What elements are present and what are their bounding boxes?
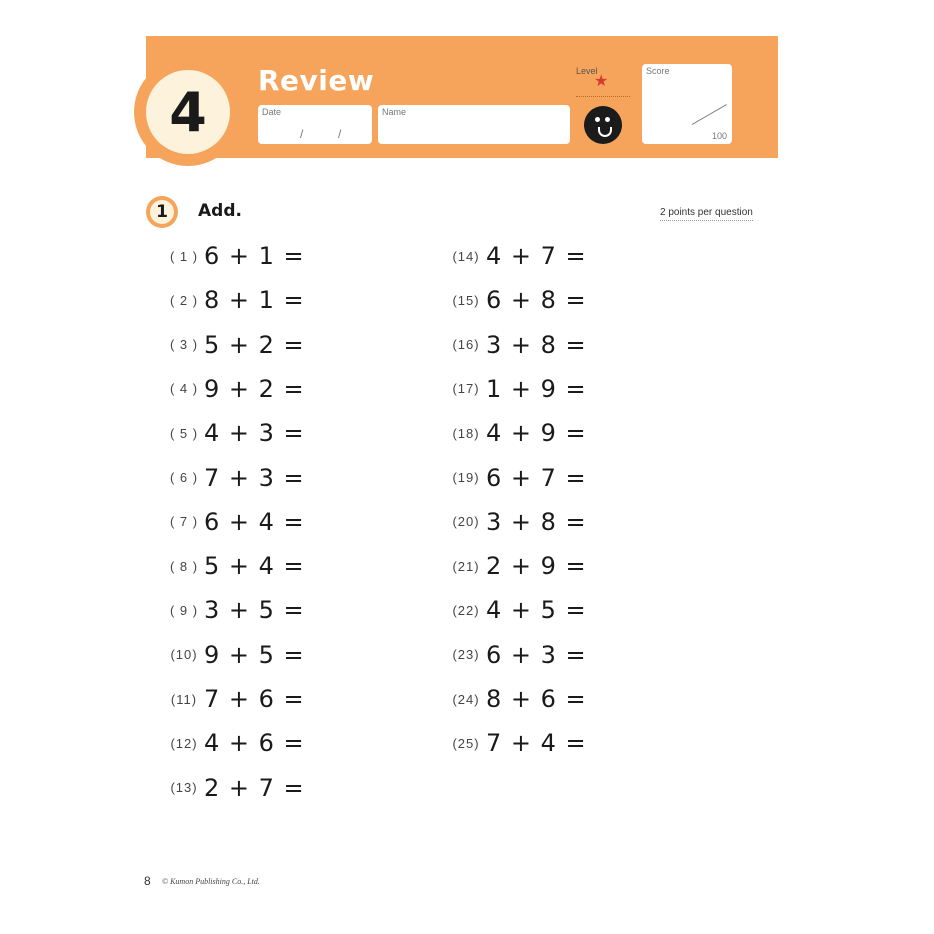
problem-number: (21): [452, 558, 480, 574]
problem-expression: 6 + 4 =: [204, 507, 305, 536]
problem-item: [164, 418, 305, 448]
date-separator: /: [338, 127, 342, 141]
problem-expression: 4 + 7 =: [486, 242, 587, 270]
date-separator: /: [300, 127, 304, 141]
problem-number: (18): [452, 425, 480, 441]
problem-expression: 9 + 2 =: [204, 374, 305, 403]
problem-number: (17): [452, 381, 480, 397]
problem-expression: 1 + 9 =: [486, 374, 587, 403]
problem-expression: 4 + 9 =: [486, 419, 587, 448]
problem-expression: 5 + 4 =: [204, 552, 305, 581]
problem-expression: 7 + 3 =: [204, 463, 305, 492]
problem-item: [446, 285, 587, 315]
problem-expression: 3 + 5 =: [204, 596, 305, 625]
section-number-badge: [146, 196, 178, 228]
problem-number: (24): [452, 691, 480, 707]
problem-number: (16): [452, 337, 480, 353]
problem-number: (10): [170, 647, 198, 663]
problem-number: ( 9 ): [169, 602, 199, 618]
problem-item: [164, 595, 305, 625]
problem-number: ( 6 ): [169, 470, 199, 485]
problem-item: [446, 374, 587, 404]
problem-expression: 2 + 9 =: [486, 552, 587, 581]
problem-number: ( 4 ): [169, 381, 199, 397]
points-note: 2 points per question: [660, 207, 753, 221]
problem-number: ( 3 ): [169, 337, 199, 353]
problem-expression: 7 + 4 =: [486, 729, 587, 758]
problem-number: (23): [452, 647, 480, 663]
problem-expression: 2 + 7 =: [204, 773, 305, 802]
problem-number: (14): [452, 248, 480, 264]
problem-expression: 4 + 6 =: [204, 729, 305, 758]
problem-expression: 8 + 1 =: [204, 286, 305, 315]
problem-number: (15): [452, 292, 480, 308]
problem-number: ( 1 ): [169, 248, 199, 264]
problem-item: [446, 241, 587, 271]
problem-item: [446, 551, 587, 581]
problem-item: [446, 418, 587, 448]
level-divider: [576, 96, 630, 97]
problem-number: ( 5 ): [169, 425, 199, 441]
problem-expression: 6 + 7 =: [486, 463, 587, 492]
problem-expression: 9 + 5 =: [204, 640, 305, 669]
page-number: 8: [144, 874, 151, 888]
problem-item: [164, 507, 305, 537]
score-max: 100: [712, 131, 728, 141]
problem-item: [164, 285, 305, 315]
problem-number: ( 7 ): [169, 514, 199, 530]
problem-item: [164, 330, 305, 360]
problem-expression: 3 + 8 =: [486, 507, 587, 536]
problem-number: (22): [452, 602, 480, 618]
unit-number: 4: [146, 70, 230, 154]
date-field[interactable]: [258, 105, 372, 144]
problem-item: [164, 374, 305, 404]
problem-item: [164, 551, 305, 581]
section-instruction: Add.: [198, 201, 242, 221]
problem-number: (25): [452, 735, 480, 751]
score-label: Score: [646, 66, 670, 76]
problem-item: [446, 330, 587, 360]
problem-item: [164, 241, 305, 271]
problem-number: (20): [452, 514, 480, 530]
star-icon: ★: [594, 73, 609, 90]
problem-item: [164, 684, 305, 714]
problem-item: [446, 728, 587, 758]
problem-item: [164, 640, 305, 670]
problem-number: (11): [170, 691, 198, 707]
problem-expression: 6 + 1 =: [204, 242, 305, 270]
problem-number: ( 2 ): [169, 292, 199, 308]
problem-item: [446, 507, 587, 537]
problem-item: [446, 463, 587, 493]
problem-expression: 4 + 3 =: [204, 419, 305, 448]
problem-expression: 7 + 6 =: [204, 685, 305, 713]
date-label: Date: [262, 107, 282, 117]
problem-item: [164, 463, 305, 493]
mascot-icon: [584, 106, 622, 144]
problem-number: (13): [170, 780, 198, 796]
page-title: Review: [258, 64, 375, 97]
problem-expression: 4 + 5 =: [486, 596, 587, 625]
problem-expression: 6 + 8 =: [486, 286, 587, 315]
problem-number: (12): [170, 735, 198, 751]
problem-item: [164, 728, 305, 758]
problem-number: (19): [452, 470, 480, 485]
name-field[interactable]: [378, 105, 570, 144]
section-number: 1: [150, 200, 174, 224]
problem-number: ( 8 ): [169, 558, 199, 574]
problem-item: [446, 640, 587, 670]
name-label: Name: [382, 107, 407, 117]
problem-expression: 6 + 3 =: [486, 640, 587, 669]
level-label: Level: [576, 66, 598, 76]
problem-item: [446, 684, 587, 714]
problem-item: [446, 595, 587, 625]
copyright: © Kumon Publishing Co., Ltd.: [162, 877, 260, 886]
problem-expression: 8 + 6 =: [486, 685, 587, 713]
problem-expression: 5 + 2 =: [204, 330, 305, 359]
problem-item: [164, 773, 305, 803]
problem-expression: 3 + 8 =: [486, 330, 587, 359]
